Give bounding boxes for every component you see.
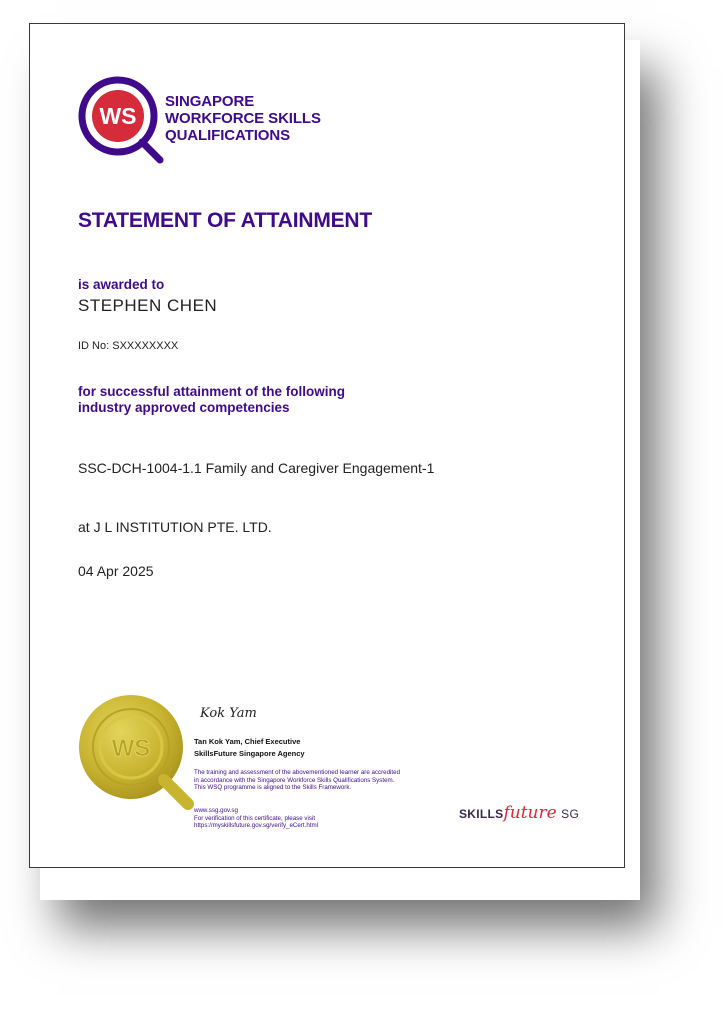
attainment-line-1: for successful attainment of the following (78, 384, 346, 399)
verification-url-link[interactable]: https://myskillsfuture.gov.sg/verify_eCert.html (194, 822, 319, 829)
id-number: ID No: SXXXXXXXX (78, 340, 179, 352)
accreditation-line-1: The training and assessment of the abovementioned learner are accredited (194, 769, 401, 776)
certificate-page (29, 23, 625, 868)
gold-ws-seal (76, 692, 196, 812)
seal-mark-text: WS (111, 735, 151, 762)
accreditation-note (194, 769, 454, 792)
wsq-logo-mark (76, 74, 166, 184)
skillsfuture-sg-logo (459, 803, 579, 823)
sf-future-text: future (503, 803, 557, 823)
logo-wordmark (165, 93, 321, 144)
logo-mark-text: WS (99, 103, 137, 129)
logo-line-2: WORKFORCE SKILLS (165, 110, 321, 127)
attainment-statement (78, 384, 345, 416)
recipient-name: STEPHEN CHEN (78, 296, 218, 315)
accreditation-line-3: This WSQ programme is aligned to the Skills Framework. (194, 784, 352, 791)
awarded-label: is awarded to (78, 277, 165, 292)
competency-unit: SSC-DCH-1004-1.1 Family and Caregiver Engagement-1 (78, 460, 435, 476)
verification-line: For verification of this certificate, please visit (194, 814, 316, 822)
accreditation-line-2: in accordance with the Singapore Workforce Skills Qualifications System. (194, 776, 395, 784)
institution-name: at J L INSTITUTION PTE. LTD. (78, 519, 272, 535)
logo-line-1: SINGAPORE (165, 93, 255, 110)
logo-line-3: QUALIFICATIONS (165, 127, 290, 144)
verification-note (194, 807, 318, 830)
sf-skills-text: SKILLS (459, 807, 504, 821)
certificate-title: STATEMENT OF ATTAINMENT (78, 209, 373, 232)
signatory-name: Tan Kok Yam, Chief Executive (194, 737, 301, 746)
signatory-agency: SkillsFuture Singapore Agency (194, 749, 305, 758)
handwritten-signature: Kok Yam (200, 706, 257, 721)
ssg-website-link[interactable]: www.ssg.gov.sg (194, 807, 238, 814)
signatory-block (194, 736, 305, 760)
attainment-line-2: industry approved competencies (78, 400, 290, 415)
issue-date: 04 Apr 2025 (78, 563, 154, 579)
sf-sg-text: SG (561, 807, 580, 821)
